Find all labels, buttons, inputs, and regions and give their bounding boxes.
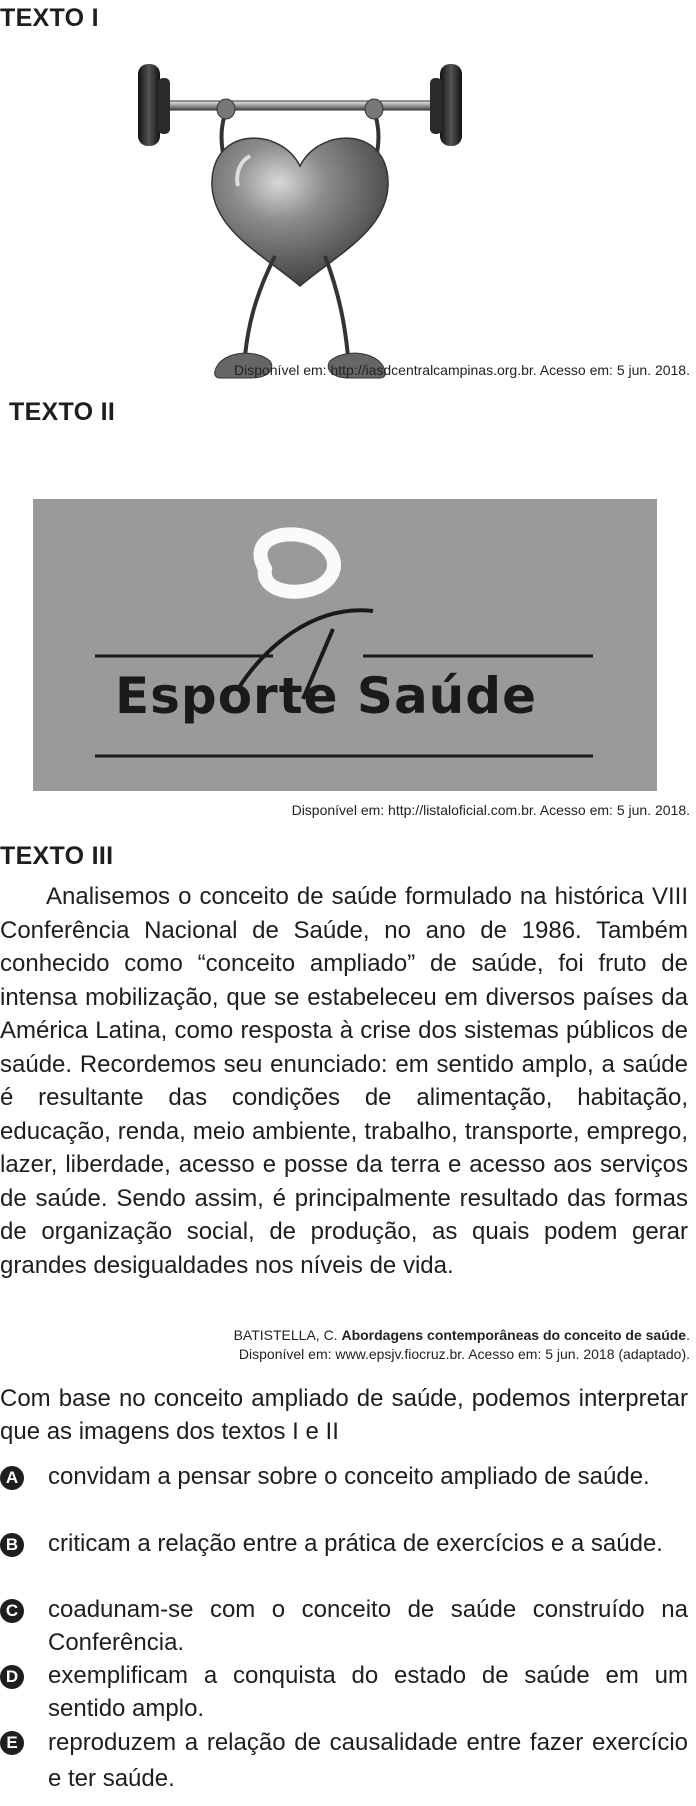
option-a-text: convidam a pensar sobre o conceito ampliado de saúde. (48, 1463, 650, 1490)
texto-2-credit: Disponível em: http://listaloficial.com.br. Acesso em: 5 jun. 2018. (291, 802, 690, 818)
texto-3-citation: BATISTELLA, C. Abordagens contemporâneas do conceito de saúde. Disponível em: www.epsjv.fiocruz.br. Acesso em: 5 jun. 2018 (adaptado). (0, 1326, 690, 1364)
option-b[interactable] (0, 1527, 688, 1593)
citation-availability: Disponível em: www.epsjv.fiocruz.br. Acesso em: 5 jun. 2018 (adaptado). (238, 1346, 690, 1362)
texto-1-credit: Disponível em: http://iasdcentralcampinas.org.br. Acesso em: 5 jun. 2018. (233, 362, 690, 378)
texto-1-heading: TEXTO I (0, 4, 99, 32)
option-e-badge: E (0, 1731, 24, 1755)
heart-weightlifting-illustration (130, 56, 470, 410)
option-d-text: exemplificam a conquista do estado de saúde em um sentido amplo. (48, 1662, 688, 1722)
option-a-badge: A (0, 1466, 24, 1490)
texto-3-heading: TEXTO III (0, 842, 114, 870)
esporte-saude-logo-panel (33, 499, 657, 791)
texto-3-paragraph (0, 880, 688, 1282)
logo-text: Esporte Saúde (115, 667, 537, 725)
option-d-badge: D (0, 1665, 24, 1689)
option-b-badge: B (0, 1533, 24, 1557)
option-c-text: coadunam-se com o conceito de saúde construído na Conferência. (48, 1596, 688, 1656)
option-d[interactable] (0, 1659, 688, 1725)
option-c[interactable] (0, 1593, 688, 1659)
question-stem: Com base no conceito ampliado de saúde, podemos interpretar que as imagens dos textos I e II (0, 1385, 688, 1445)
texto-2-heading: TEXTO II (9, 398, 116, 426)
option-e[interactable] (0, 1725, 688, 1795)
logo-graphic (33, 499, 657, 791)
option-c-badge: C (0, 1599, 24, 1623)
option-e-text: reproduzem a relação de causalidade entre fazer exercício e ter saúde. (48, 1729, 688, 1792)
texto-3-paragraph-text: Analisemos o conceito de saúde formulado na histórica VIII Conferência Nacional de Saúde, no ano de 1986. Também conhecido como “conceito ampliado” de saúde, foi fruto de intensa mobilização, que se estabeleceu em diversos países da América Latina, como resposta à crise dos sistemas públicos de saúde. Recordemos seu enunciado: em sentido amplo, a saúde é resultante das condições de alimentação, habitação, educação, renda, meio ambiente, trabalho, transporte, emprego, lazer, liberdade, acesso e posse da terra e acesso aos serviços de saúde. Sendo assim, é principalmente resultado das formas de organização social, de produção, as quais podem gerar grandes desigualdades nos níveis de vida. (0, 883, 688, 1279)
citation-work: Abordagens contemporâneas do conceito de saúde (341, 1327, 687, 1343)
citation-author: BATISTELLA, C. (233, 1327, 338, 1343)
option-a[interactable] (0, 1460, 688, 1526)
option-b-text: criticam a relação entre a prática de exercícios e a saúde. (48, 1530, 663, 1557)
